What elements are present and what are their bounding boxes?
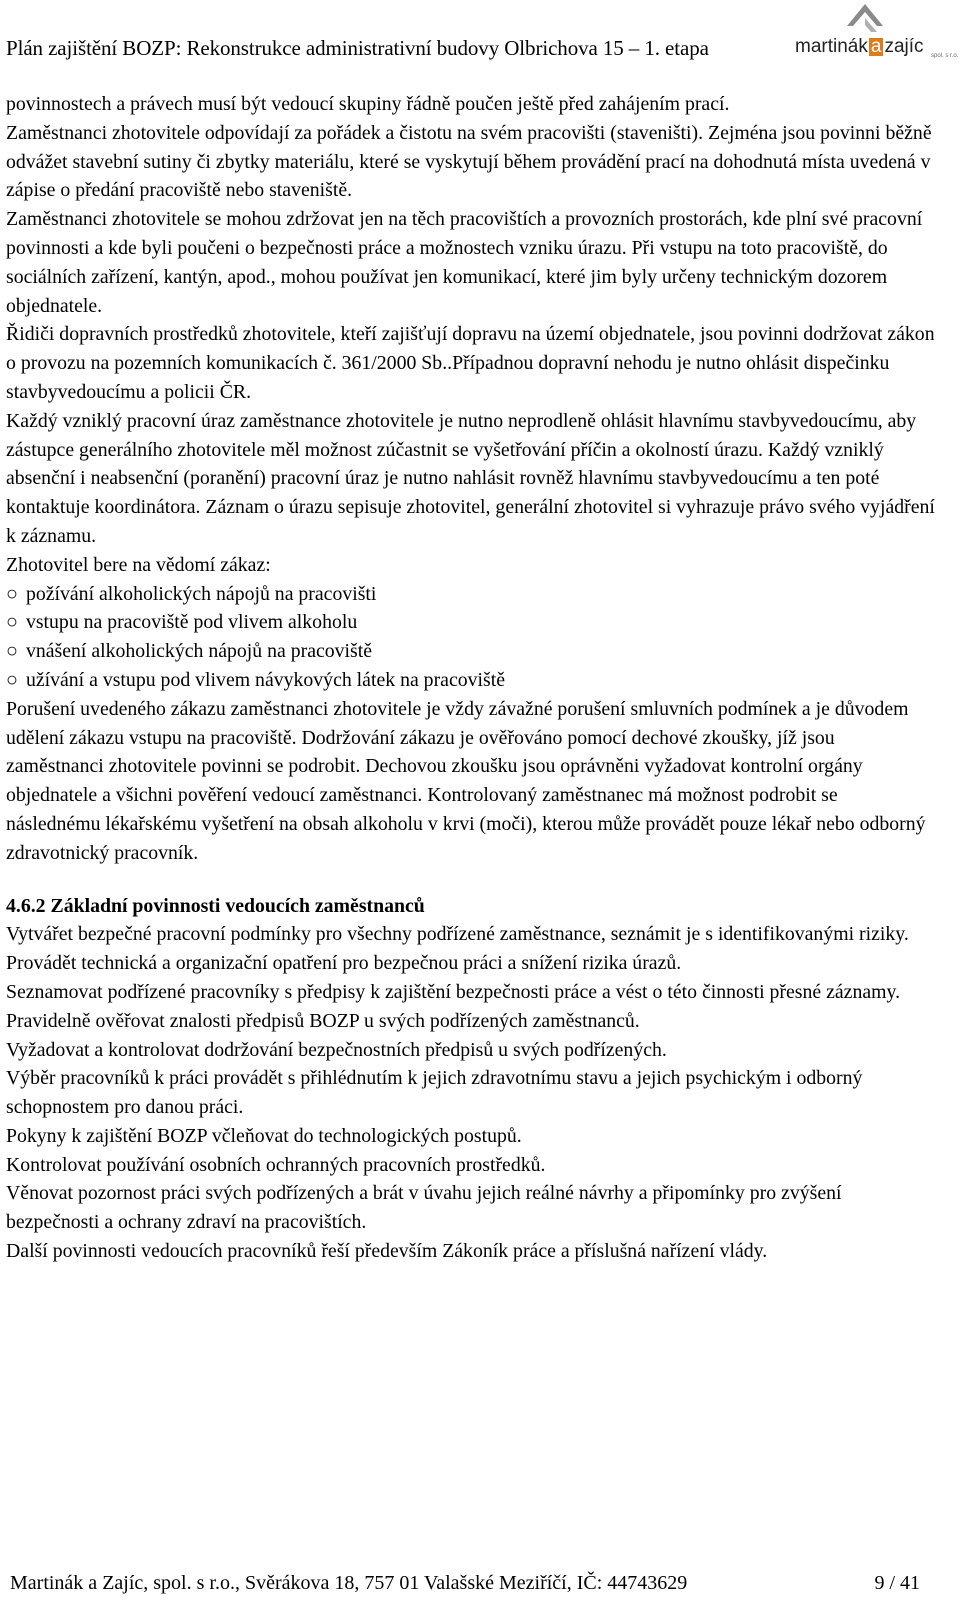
paragraph: Věnovat pozornost práci svých podřízených a brát v úvahu jejich reálné návrhy a připomínky pro zvýšení bezpečnosti a ochrany zdraví na pracovištích. xyxy=(6,1182,842,1234)
page-footer xyxy=(10,1572,920,1595)
logo-wordmark xyxy=(795,36,924,58)
paragraph: Další povinnosti vedoucích pracovníků řeší především Zákoník práce a příslušná nařízení vlády. xyxy=(6,1240,768,1263)
list-item: ○ užívání a vstupu pod vlivem návykových látek na pracoviště xyxy=(6,666,936,695)
company-logo xyxy=(795,0,960,72)
paragraph: Každý vzniklý pracovní úraz zaměstnance zhotovitele je nutno neprodleně ohlásit hlavnímu stavbyvedoucímu, aby zástupce generálního zhotovitele měl možnost zúčastnit se vyšetřování příčin a okolností úrazu. Každý vzniklý absenční i neabsenční (poranění) pracovní úraz je nutno nahlásit rovněž hlavnímu stavbyvedoucímu a ten poté kontaktuje koordinátora. Záznam o úrazu sepisuje zhotovitel, generální zhotovitel si vyhrazuje právo svého vyjádření k záznamu. xyxy=(6,409,935,547)
paragraph: povinnostech a právech musí být vedoucí skupiny řádně poučen ještě před zahájením prací. xyxy=(6,93,730,115)
paragraph: Provádět technická a organizační opatření pro bezpečnou práci a snížení rizika úrazů. xyxy=(6,952,682,975)
page-header xyxy=(0,0,960,80)
footer-company: Martinák a Zajíc, spol. s r.o., Svěrákova 18, 757 01 Valašské Meziříčí, IČ: 44743629 xyxy=(10,1572,688,1594)
paragraph: Vytvářet bezpečné pracovní podmínky pro všechny podřízené zaměstnance, seznámit je s identifikovanými riziky. xyxy=(6,923,909,946)
paragraph: Pokyny k zajištění BOZP včleňovat do technologických postupů. xyxy=(6,1124,522,1147)
list-item: ○ vnášení alkoholických nápojů na pracoviště xyxy=(6,637,936,666)
paragraph: Seznamovat podřízené pracovníky s předpisy k zajištění bezpečnosti práce a vést o této činnosti přesné záznamy. xyxy=(6,980,901,1003)
section-heading: 4.6.2 Základní povinnosti vedoucích zaměstnanců xyxy=(6,894,425,917)
ban-list xyxy=(6,580,936,695)
paragraph: Kontrolovat používání osobních ochranných pracovních prostředků. xyxy=(6,1153,546,1176)
document-title: Plán zajištění BOZP: Rekonstrukce administrativní budovy Olbrichova 15 – 1. etapa xyxy=(6,36,709,60)
logo-subtitle: spol. s r.o. xyxy=(931,53,959,59)
paragraph: Výběr pracovníků k práci provádět s přihlédnutím k jejich zdravotnímu stavu a jejich psychickým i odborný schopnostem pro danou práci. xyxy=(6,1067,863,1119)
list-item: ○ vstupu na pracoviště pod vlivem alkoholu xyxy=(6,608,936,637)
logo-word-martinak: martinák xyxy=(795,36,868,57)
paragraph: Pravidelně ověřovat znalosti předpisů BOZP u svých podřízených zaměstnanců. xyxy=(6,1009,640,1032)
logo-a-box: a xyxy=(870,36,882,57)
paragraph: Porušení uvedeného zákazu zaměstnanci zhotovitele je vždy závažné porušení smluvních podmínek a je důvodem udělení zákazu vstupu na pracoviště. Dodržování zákazu je ověřováno pomocí dechové zkoušky, jíž jsou zaměstnanci zhotovitele povinni se podrobit. Dechovou zkoušku jsou oprávněni vyžadovat kontrolní orgány objednatele a všichni pověření vedoucí zaměstnanci. Kontrolovaný zaměstnanec má možnost podrobit se následnému lékařskému vyšetření na obsah alkoholu v krvi (moči), kterou může provádět pouze lékař nebo odborný zdravotnický pracovník. xyxy=(6,697,926,864)
paragraph: Řidiči dopravních prostředků zhotovitele, kteří zajišťují dopravu na území objednatele, jsou povinni dodržovat zákon o provozu na pozemních komunikacích č. 361/2000 Sb..Případnou dopravní nehodu je nutno ohlásit dispečinku stavbyvedoucímu a policii ČR. xyxy=(6,323,935,403)
document-body xyxy=(6,90,936,1266)
page-number: 9 / 41 xyxy=(874,1572,920,1594)
spacer xyxy=(6,868,936,892)
paragraph: Vyžadovat a kontrolovat dodržování bezpečnostních předpisů u svých podřízených. xyxy=(6,1038,667,1061)
paragraph: Zaměstnanci zhotovitele se mohou zdržovat jen na těch pracovištích a provozních prostorách, kde plní své pracovní povinnosti a kde byli poučeni o bezpečnosti práce a možnostech vzniku úrazu. Při vstupu na toto pracoviště, do sociálních zařízení, kantýn, apod., mohou používat jen komunikací, které jim byly určeny technickým dozorem objednatele. xyxy=(6,208,923,317)
paragraph: Zhotovitel bere na vědomí zákaz: xyxy=(6,553,271,576)
paragraph: Zaměstnanci zhotovitele odpovídají za pořádek a čistotu na svém pracovišti (staveništi). Zejména jsou povinni běžně odvážet stavební sutiny či zbytky materiálu, které se vyskytují během provádění prací na dohodnutá místa uvedená v zápise o předání pracoviště nebo staveniště. xyxy=(6,121,932,202)
logo-word-zajic: zajíc xyxy=(884,36,924,57)
list-item: ○ požívání alkoholických nápojů na pracovišti xyxy=(6,580,936,609)
